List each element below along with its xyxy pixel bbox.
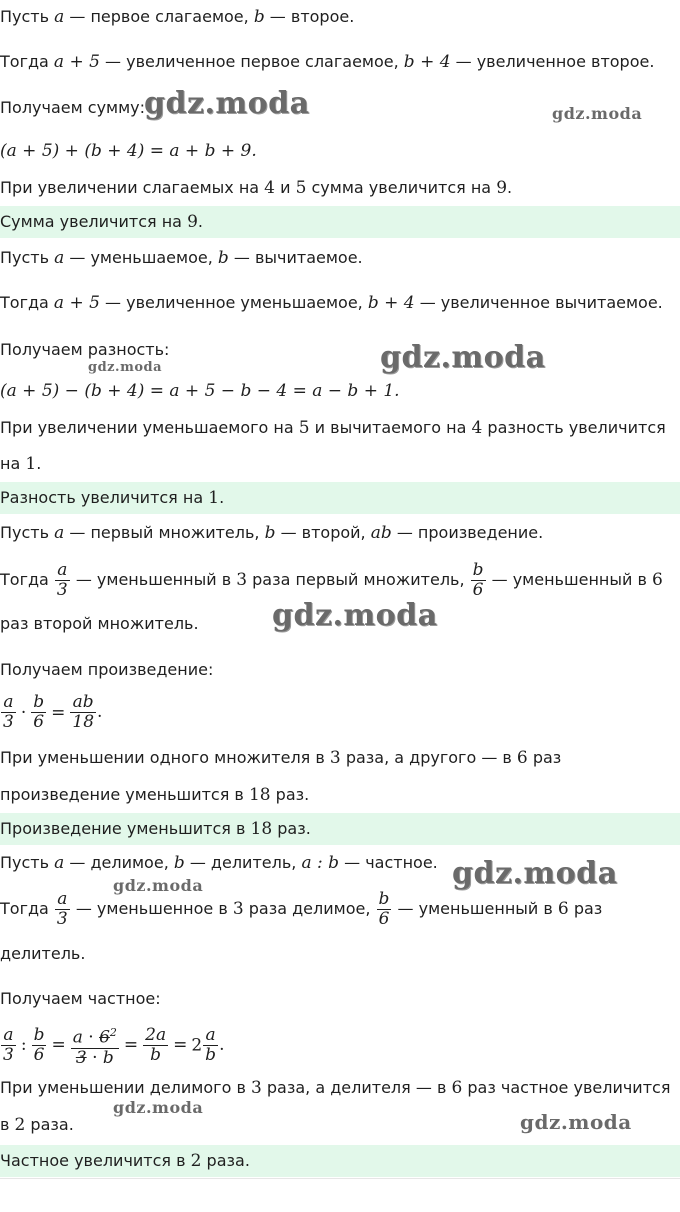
text-line-24: При уменьшении делимого в 3 раза, а делителя — в 6 раз частное увеличится (0, 1078, 671, 1098)
watermark-logo: gdz.moda (88, 360, 163, 375)
fraction-b-over-6: $\frac{b}{6}$ (378, 889, 390, 929)
text-line-21: делитель. (0, 944, 86, 963)
fraction-a-over-3: $\frac{a}{3}$ (56, 889, 68, 929)
fraction-a-over-3: $\frac{a}{3}$ (56, 560, 68, 600)
text-line-15: Получаем произведение: (0, 660, 214, 679)
text-line-20: Тогда $\frac{a}{3}$ — уменьшенное в 3 раза делимое, $\frac{b}{6}$ — уменьшенный в 6 раз (0, 889, 603, 929)
fraction-2a-over-b: $\frac{2a}{b}$ (145, 1024, 167, 1065)
text-line-6: Пусть a — уменьшаемое, b — вычитаемое. (0, 248, 363, 268)
math-equation-product: $\frac{a}{3}$ · $\frac{b}{6}$ = $\frac{ab}{18}$ . (3, 692, 103, 732)
watermark-logo: gdz.moda (552, 104, 643, 123)
answer-box-sum: Сумма увеличится на 9. (0, 206, 680, 238)
text-line-11: на 1. (0, 454, 42, 474)
watermark-logo: gdz.moda (380, 340, 546, 375)
text-line-8: Получаем разность: (0, 340, 170, 359)
text-line-7: Тогда a + 5 — увеличенное уменьшаемое, b + 4 — увеличенное вычитаемое. (0, 293, 663, 313)
divider (0, 1178, 680, 1179)
math-equation-quotient: $\frac{a}{3}$ : $\frac{b}{6}$ = $\frac{a \cdot 6^2}{3 \cdot b}$ = $\frac{2a}{b}$ = 2 $\frac{a}{b}$ . (3, 1024, 225, 1068)
fraction-ab-over-18: $\frac{ab}{18}$ (72, 692, 95, 732)
text-line-25: в 2 раза. (0, 1115, 74, 1135)
fraction-b-over-6: $\frac{b}{6}$ (33, 692, 45, 732)
text-line-5: При увеличении слагаемых на 4 и 5 сумма увеличится на 9. (0, 178, 513, 198)
text-line-2: Тогда a + 5 — увеличенное первое слагаемое, b + 4 — увеличенное второе. (0, 52, 655, 72)
fraction-a-over-b: $\frac{a}{b}$ (205, 1024, 217, 1065)
math-equation-sum: (a + 5) + (b + 4) = a + b + 9. (0, 141, 257, 161)
text-line-18: произведение уменьшится в 18 раз. (0, 785, 310, 805)
answer-box-product: Произведение уменьшится в 18 раз. (0, 813, 680, 845)
text-line-17: При уменьшении одного множителя в 3 раза, а другого — в 6 раз (0, 748, 562, 768)
watermark-logo: gdz.moda (144, 86, 310, 121)
text-line-13: Тогда $\frac{a}{3}$ — уменьшенный в 3 раза первый множитель, $\frac{b}{6}$ — уменьшенный в 6 (0, 560, 663, 600)
text-line-14: раз второй множитель. (0, 614, 199, 633)
text-line-1: Пусть a — первое слагаемое, b — второе. (0, 7, 355, 27)
fraction-a-over-3: $\frac{a}{3}$ (3, 1024, 14, 1065)
text-line-22: Получаем частное: (0, 989, 161, 1008)
watermark-logo: gdz.moda (113, 876, 204, 895)
watermark-logo: gdz.moda (272, 598, 438, 633)
text-line-19: Пусть a — делимое, b — делитель, a : b — частное. (0, 853, 438, 873)
answer-box-difference: Разность увеличится на 1. (0, 482, 680, 514)
text-line-3: Получаем сумму: (0, 98, 146, 117)
math-equation-difference: (a + 5) − (b + 4) = a + 5 − b − 4 = a − b + 1. (0, 381, 400, 401)
watermark-logo: gdz.moda (520, 1110, 632, 1134)
answer-box-quotient: Частное увеличится в 2 раза. (0, 1145, 680, 1177)
text-line-12: Пусть a — первый множитель, b — второй, ab — произведение. (0, 523, 544, 543)
text-line-10: При увеличении уменьшаемого на 5 и вычитаемого на 4 разность увеличится (0, 418, 666, 438)
watermark-logo: gdz.moda (452, 856, 618, 891)
fraction-a-over-3: $\frac{a}{3}$ (3, 692, 14, 732)
fraction-b-over-6: $\frac{b}{6}$ (33, 1024, 45, 1065)
fraction-cancelled: $\frac{a \cdot 6^2}{3 \cdot b}$ (72, 1026, 117, 1068)
fraction-b-over-6: $\frac{b}{6}$ (472, 560, 484, 600)
watermark-logo: gdz.moda (113, 1098, 204, 1117)
